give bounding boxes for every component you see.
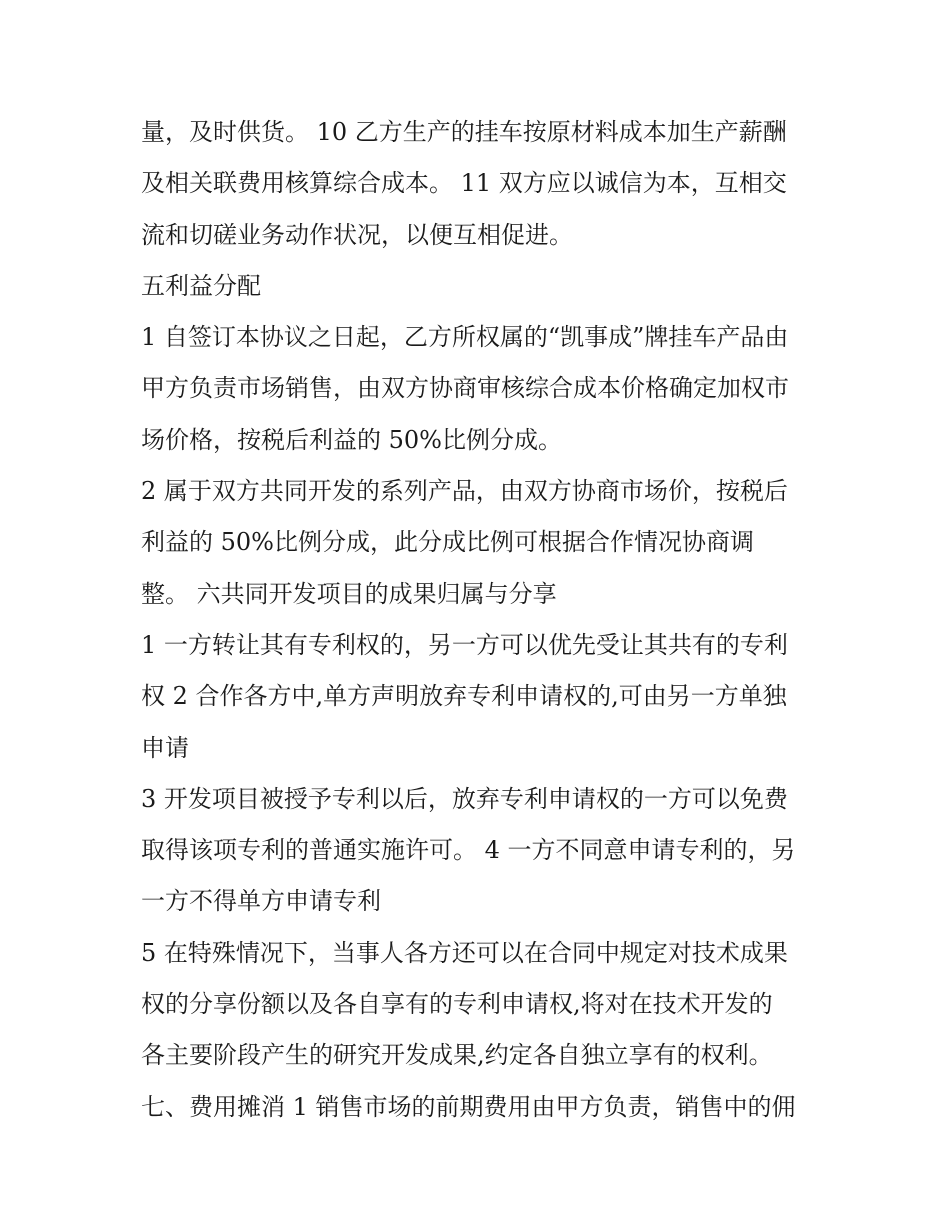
section-heading-profit-distribution: 五利益分配 xyxy=(141,271,261,300)
text-line-2: 及相关联费用核算综合成本。 11 双方应以诚信为本，互相交 xyxy=(141,169,787,198)
text-line-8: 2 属于双方共同开发的系列产品，由双方协商市场价，按税后 xyxy=(141,477,788,506)
text-line-6: 甲方负责市场销售，由双方协商审核综合成本价格确定加权市 xyxy=(141,374,789,403)
document-body xyxy=(141,107,821,1133)
text-line-19: 各主要阶段产生的研究开发成果,约定各自独立享有的权利。 xyxy=(141,1041,773,1070)
text-line-14: 3 开发项目被授予专利以后，放弃专利申请权的一方可以免费 xyxy=(141,784,788,813)
text-line-1: 量，及时供货。 10 乙方生产的挂车按原材料成本加生产薪酬 xyxy=(141,118,787,146)
text-line-18: 权的分享份额以及各自享有的专利申请权,将对在技术开发的 xyxy=(141,990,773,1019)
text-line-3: 流和切磋业务动作状况，以便互相促进。 xyxy=(141,220,573,249)
text-line-15: 取得该项专利的普通实施许可。 4 一方不同意申请专利的，另 xyxy=(141,836,796,865)
text-line-10: 整。 六共同开发项目的成果归属与分享 xyxy=(141,579,557,608)
text-line-13: 申请 xyxy=(141,733,189,762)
text-line-7: 场价格，按税后利益的 50%比例分成。 xyxy=(141,425,562,454)
text-line-20: 七、费用摊消 1 销售市场的前期费用由甲方负责，销售中的佣 xyxy=(141,1092,796,1121)
text-line-5: 1 自签订本协议之日起，乙方所权属的“凯事成”牌挂车产品由 xyxy=(141,323,789,352)
text-line-11: 1 一方转让其有专利权的，另一方可以优先受让其共有的专利 xyxy=(141,630,788,659)
text-line-16: 一方不得单方申请专利 xyxy=(141,887,381,916)
text-line-12: 权 2 合作各方中,单方声明放弃专利申请权的,可由另一方单独 xyxy=(141,682,787,711)
text-line-9: 利益的 50%比例分成，此分成比例可根据合作情况协商调 xyxy=(141,528,754,557)
text-line-17: 5 在特殊情况下，当事人各方还可以在合同中规定对技术成果 xyxy=(141,938,788,967)
